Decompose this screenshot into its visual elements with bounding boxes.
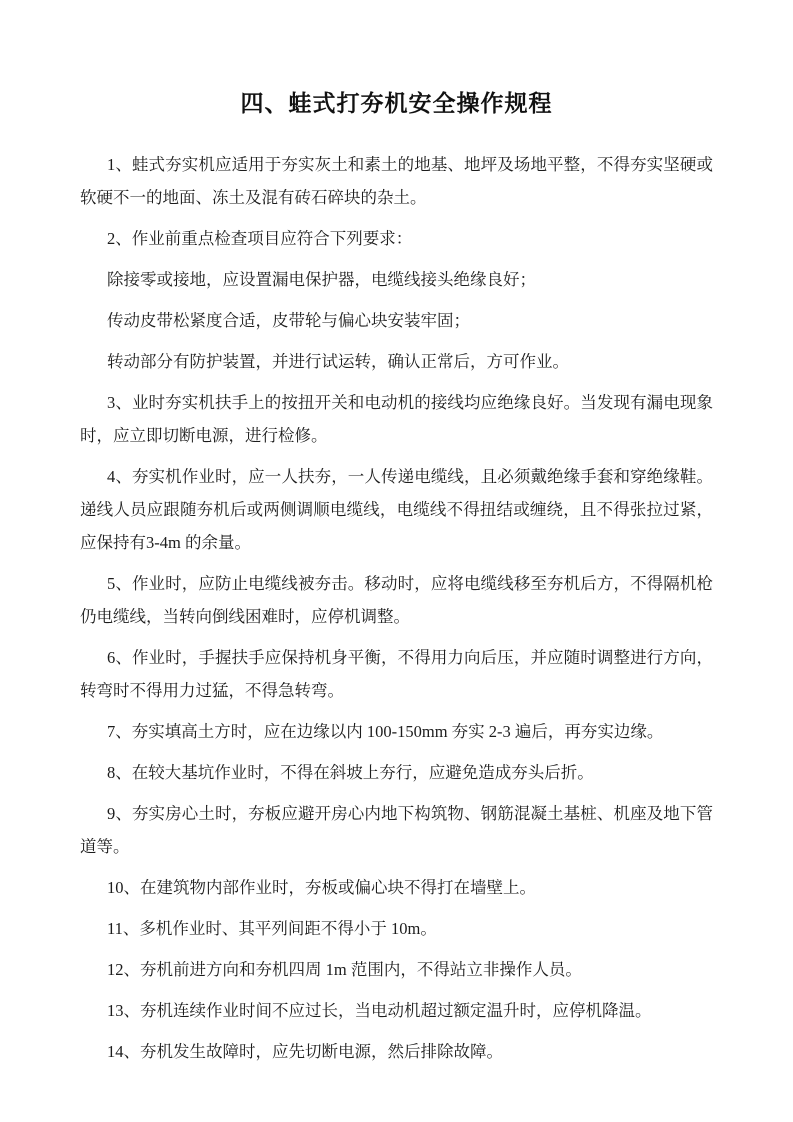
paragraph-item-7: 7、夯实填高土方时，应在边缘以内 100-150mm 夯实 2-3 遍后，再夯实边缘。 (107, 722, 664, 741)
paragraph-item-3: 3、业时夯实机扶手上的按扭开关和电动机的接线均应绝缘良好。当发现有漏电现象时，应立即切断电源，进行检修。 (80, 393, 713, 445)
paragraph-sub-item-2b: 传动皮带松紧度合适，皮带轮与偏心块安装牢固； (107, 311, 470, 330)
paragraph-item-6: 6、作业时，手握扶手应保持机身平衡，不得用力向后压，并应随时调整进行方向，转弯时不得用力过猛，不得急转弯。 (80, 648, 713, 700)
paragraph-item-8: 8、在较大基坑作业时，不得在斜坡上夯行，应避免造成夯头后折。 (107, 763, 594, 782)
paragraph-item-2: 2、作业前重点检查项目应符合下列要求： (107, 229, 413, 248)
document-body (80, 148, 713, 1068)
paragraph-item-10: 10、在建筑物内部作业时，夯板或偏心块不得打在墙壁上。 (107, 878, 536, 897)
paragraph-item-9: 9、夯实房心土时，夯板应避开房心内地下构筑物、钢筋混凝土基桩、机座及地下管道等。 (80, 804, 713, 856)
paragraph-item-4: 4、夯实机作业时，应一人扶夯，一人传递电缆线，且必须戴绝缘手套和穿绝缘鞋。递线人员应跟随夯机后或两侧调顺电缆线，电缆线不得扭结或缠绕，且不得张拉过紧，应保持有3-4m 的余量。 (80, 467, 713, 552)
paragraph-item-5: 5、作业时，应防止电缆线被夯击。移动时，应将电缆线移至夯机后方，不得隔机枪仍电缆线，当转向倒线困难时，应停机调整。 (80, 574, 713, 626)
paragraph-item-11: 11、多机作业时、其平列间距不得小于 10m。 (107, 919, 437, 938)
paragraph-item-13: 13、夯机连续作业时间不应过长，当电动机超过额定温升时，应停机降温。 (107, 1001, 652, 1020)
document-title: 四、蛙式打夯机安全操作规程 (240, 90, 553, 116)
paragraph-sub-item-2c: 转动部分有防护装置，并进行试运转，确认正常后，方可作业。 (107, 352, 569, 371)
paragraph-item-12: 12、夯机前进方向和夯机四周 1m 范围内，不得站立非操作人员。 (107, 960, 582, 979)
paragraph-item-1: 1、蛙式夯实机应适用于夯实灰土和素土的地基、地坪及场地平整，不得夯实坚硬或软硬不一的地面、冻土及混有砖石碎块的杂土。 (80, 155, 713, 207)
document-page (80, 0, 713, 1068)
paragraph-item-14: 14、夯机发生故障时，应先切断电源，然后排除故障。 (107, 1042, 503, 1061)
paragraph-sub-item-2a: 除接零或接地，应设置漏电保护器，电缆线接头绝缘良好； (107, 270, 536, 289)
